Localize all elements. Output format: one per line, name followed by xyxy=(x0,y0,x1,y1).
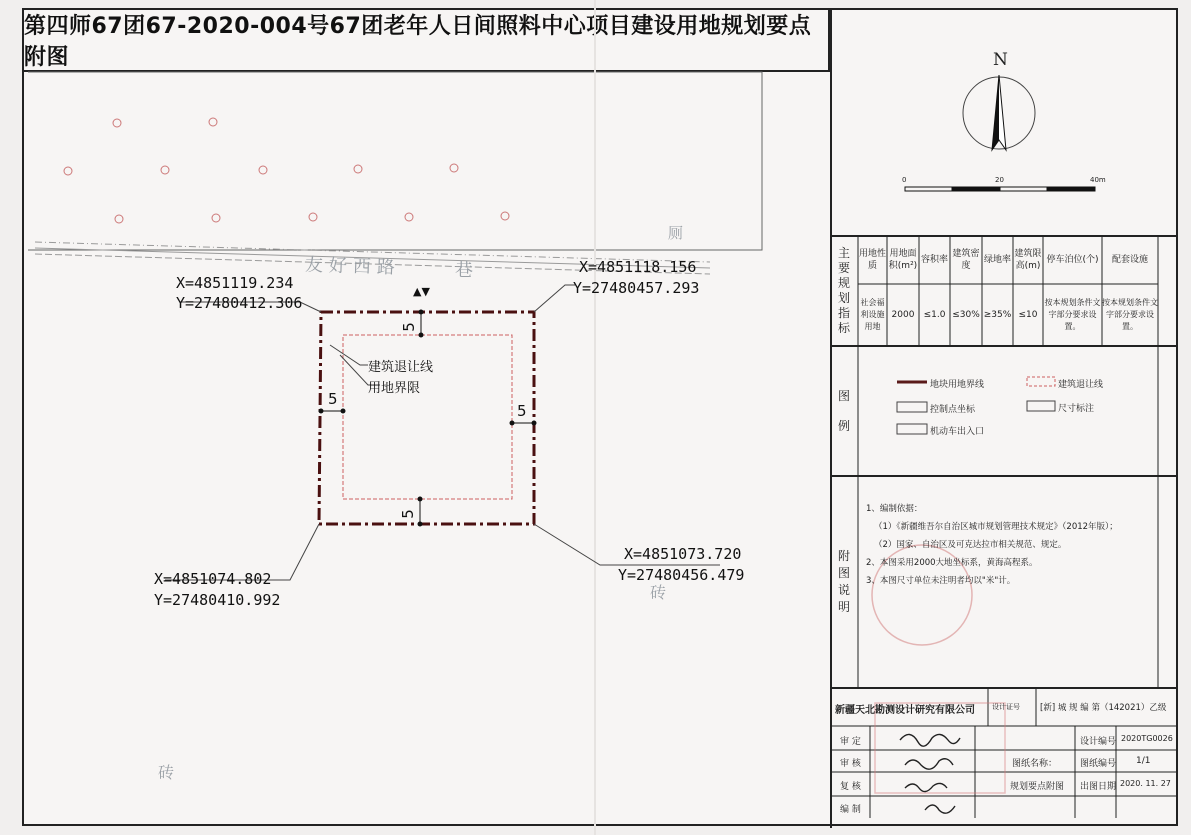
dim-bottom: 5 xyxy=(398,509,417,519)
val-parking: 按本规划条件文字部分要求设置。 xyxy=(1044,298,1101,331)
val-height: ≤10 xyxy=(1018,310,1038,320)
boundary-label: 用地界限 xyxy=(368,381,421,396)
cert-number: [新] 城 规 编 第（142021）乙级 xyxy=(1040,703,1167,713)
col-landuse: 用地性质 xyxy=(858,249,886,271)
corner-nw-x: X=4851119.234 xyxy=(176,274,294,292)
role-review: 审 核 xyxy=(840,759,861,769)
role-draft: 编 制 xyxy=(840,805,861,815)
side-label: 厕 xyxy=(668,224,690,242)
note-line: 1、编制依据： xyxy=(866,504,923,514)
corner-sw-y: Y=27480410.992 xyxy=(154,591,281,609)
col-green: 绿地率 xyxy=(983,255,1011,265)
corner-nw-y: Y=27480412.306 xyxy=(176,294,303,312)
note-line: （1）《新疆维吾尔自治区城市规划管理技术规定》（2012年版）； xyxy=(874,522,1118,532)
legend-boundary: 地块用地界线 xyxy=(930,380,985,390)
cert-label: 设计证号 xyxy=(992,703,1020,711)
scale-0: 0 xyxy=(902,176,907,184)
corner-se-x: X=4851073.720 xyxy=(624,545,742,563)
corner-ne-x: X=4851118.156 xyxy=(579,258,697,276)
col-facilities: 配套设施 xyxy=(1111,255,1148,265)
drawing-name: 规划要点附图 xyxy=(1010,782,1065,792)
col-far: 容积率 xyxy=(920,255,948,265)
scale-20: 20 xyxy=(995,176,1004,184)
road-name: 友好西路 xyxy=(304,254,402,279)
legend-entrance: 机动车出入口 xyxy=(930,427,985,437)
note-line: 3、本图尺寸单位未注明者均以"米"计。 xyxy=(866,576,1016,586)
col-density: 建筑密度 xyxy=(952,249,980,271)
note-line: 2、本图采用2000大地坐标系，黄海高程系。 xyxy=(866,558,1038,568)
company-name: 新疆天北勘测设计研究有限公司 xyxy=(835,705,975,716)
corner-se-y: Y=27480456.479 xyxy=(618,566,745,584)
drawing-title: 第四师67团67-2020-004号67团老年人日间照料中心项目建设用地规划要点附图 xyxy=(24,10,830,72)
legend-heading: 图 例 xyxy=(837,389,850,433)
drawing-name-label: 图纸名称： xyxy=(1012,759,1058,769)
col-area: 用地面积(m²) xyxy=(888,249,918,271)
sheet-no-label: 图纸编号 xyxy=(1080,759,1117,769)
indicators-heading: 主 要 规 划 指 标 xyxy=(837,246,850,335)
dim-right: 5 xyxy=(517,402,527,420)
col-height: 建筑限高(m) xyxy=(1014,249,1042,271)
bottom-mark-mid: 砖 xyxy=(650,583,673,602)
corner-ne-y: Y=27480457.293 xyxy=(573,279,700,297)
design-no: 2020TG0026 xyxy=(1121,734,1173,743)
val-density: ≤30% xyxy=(952,310,980,320)
scale-40: 40m xyxy=(1090,176,1106,184)
dim-left: 5 xyxy=(328,390,338,408)
date-label: 出图日期 xyxy=(1080,782,1117,792)
legend-setback: 建筑退让线 xyxy=(1058,380,1104,390)
note-line: （2）国家、自治区及可克达拉市相关规范、规定。 xyxy=(874,540,1067,550)
legend-control-point: 控制点坐标 xyxy=(930,405,976,415)
design-no-label: 设计编号 xyxy=(1080,737,1117,747)
val-facilities: 按本规划条件文字部分要求设置。 xyxy=(1102,298,1158,331)
legend-dimension: 尺寸标注 xyxy=(1058,404,1095,414)
val-far: ≤1.0 xyxy=(923,310,946,320)
bottom-mark-left: 砖 xyxy=(158,763,181,782)
val-landuse: 社会福利设施用地 xyxy=(860,298,885,331)
setback-label: 建筑退让线 xyxy=(368,360,434,375)
dim-top: 5 xyxy=(399,322,418,332)
corner-sw-x: X=4851074.802 xyxy=(154,570,272,588)
val-area: 2000 xyxy=(891,310,915,320)
north-label: N xyxy=(993,50,1008,70)
col-parking: 停车泊位(个) xyxy=(1046,255,1099,265)
entrance-marker: ▲▼ xyxy=(413,285,430,298)
notes-heading: 附 图 说 明 xyxy=(837,549,850,614)
val-green: ≥35% xyxy=(983,310,1012,320)
role-check: 复 核 xyxy=(840,782,861,792)
road-suffix: 巷 xyxy=(455,260,479,281)
sheet-no: 1/1 xyxy=(1136,756,1151,766)
role-approve: 审 定 xyxy=(840,737,861,747)
issue-date: 2020. 11. 27 xyxy=(1120,779,1171,788)
